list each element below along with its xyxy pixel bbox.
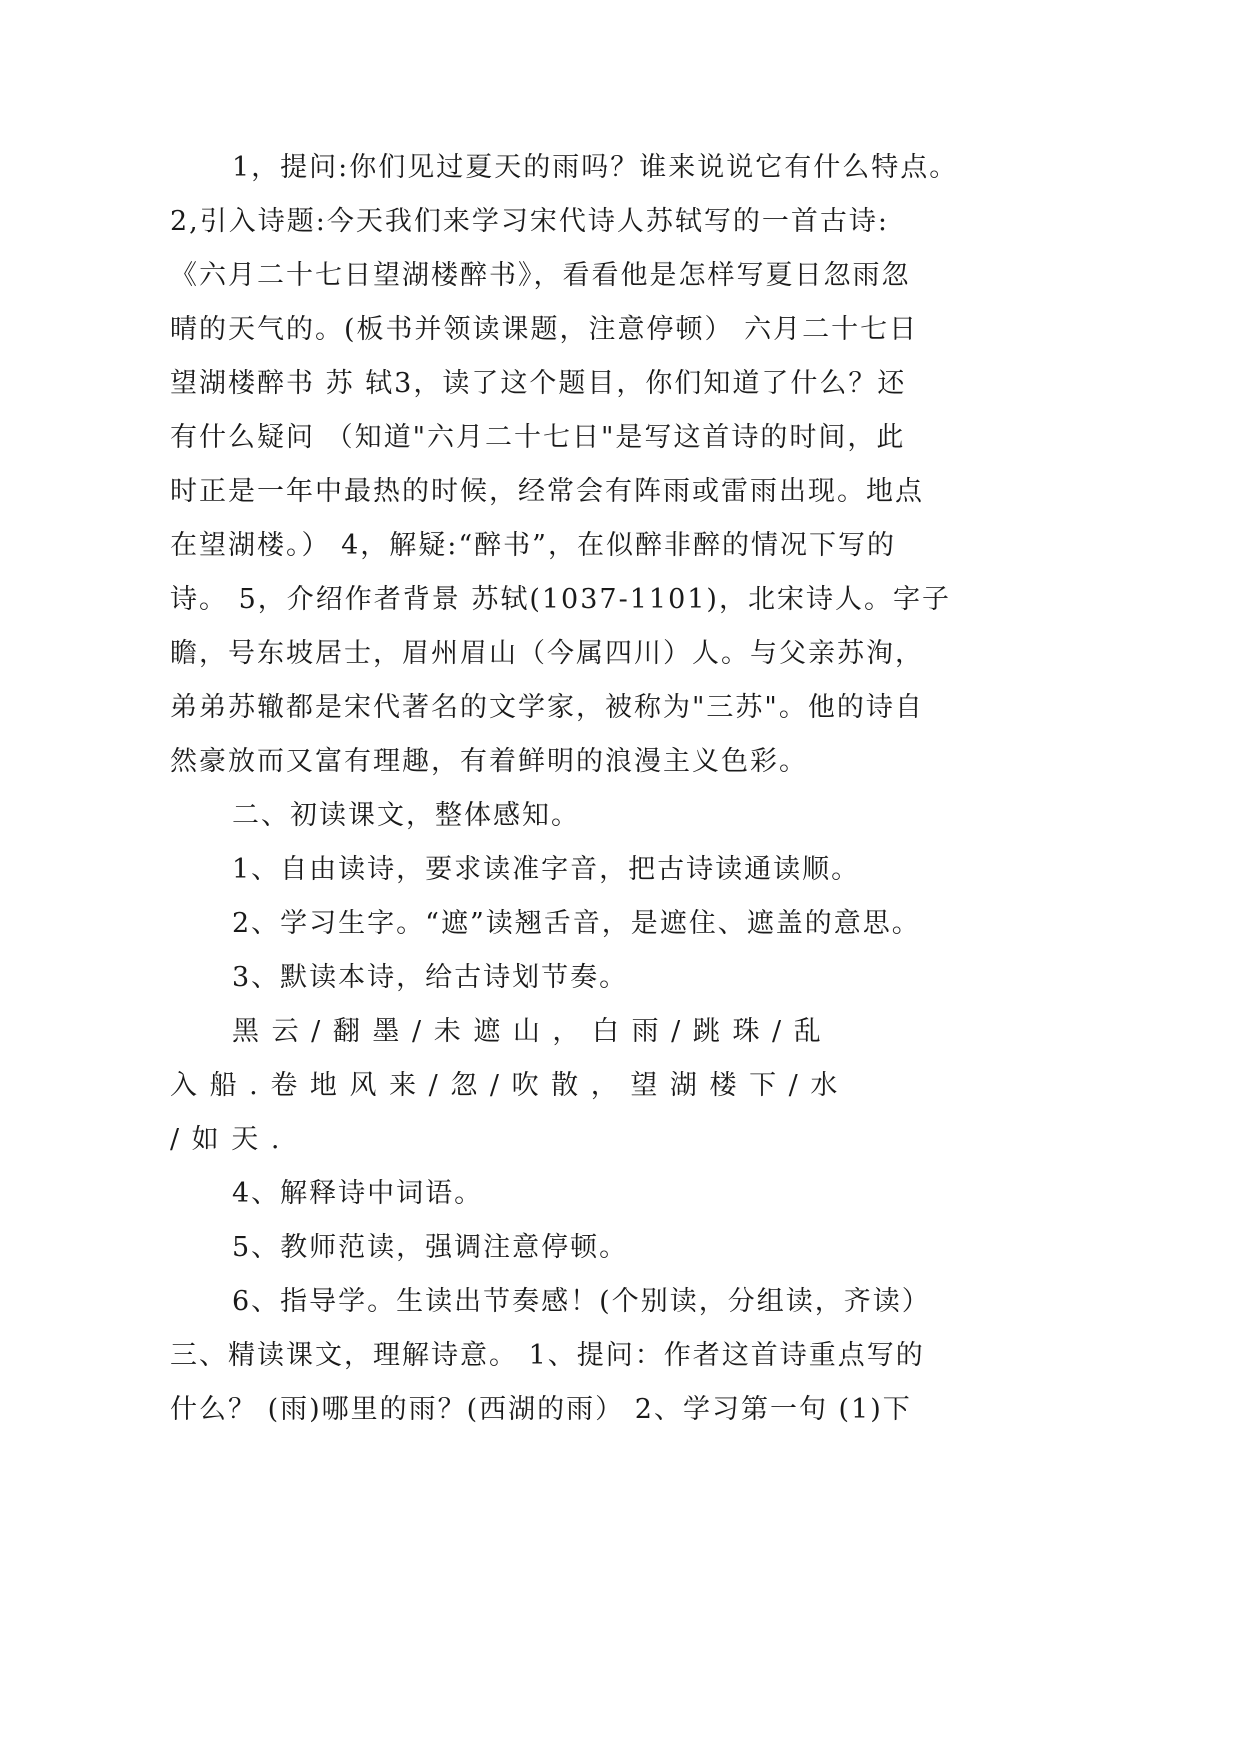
poem-line: 黑 云 / 翻 墨 / 未 遮 山 ， 白 雨 / 跳 珠 / 乱: [232, 1016, 823, 1047]
text-line: 6、指导学。生读出节奏感！(个别读，分组读，齐读）: [232, 1286, 931, 1317]
text-line: 2,引入诗题:今天我们来学习宋代诗人苏轼写的一首古诗:: [170, 206, 889, 237]
poem-line: 入 船 . 卷 地 风 来 / 忽 / 吹 散 ， 望 湖 楼 下 / 水: [170, 1070, 840, 1101]
text-line: 弟弟苏辙都是宋代著名的文学家，被称为"三苏"。他的诗自: [170, 692, 924, 723]
text-line: 瞻，号东坡居士，眉州眉山（今属四川）人。与父亲苏洵，: [170, 638, 924, 669]
text-line: 诗。 5，介绍作者背景 苏轼(1037-1101)，北宋诗人。字子: [170, 584, 951, 615]
text-line: 然豪放而又富有理趣，有着鲜明的浪漫主义色彩。: [170, 746, 808, 777]
text-line: 1、自由读诗，要求读准字音，把古诗读通读顺。: [232, 854, 861, 885]
text-line: 望湖楼醉书 苏 轼3，读了这个题目，你们知道了什么？还: [170, 368, 907, 399]
text-line: 3、默读本诗，给古诗划节奏。: [232, 962, 629, 993]
text-line: 《六月二十七日望湖楼醉书》，看看他是怎样写夏日忽雨忽: [170, 260, 911, 291]
text-line: 2、学习生字。“遮”读翘舌音，是遮住、遮盖的意思。: [232, 908, 921, 939]
text-line: 1，提问:你们见过夏天的雨吗？谁来说说它有什么特点。: [232, 152, 959, 183]
section-heading: 三、精读课文，理解诗意。 1、提问：作者这首诗重点写的: [170, 1340, 925, 1371]
text-line: 晴的天气的。(板书并领读课题，注意停顿） 六月二十七日: [170, 314, 919, 345]
text-line: 有什么疑问 （知道"六月二十七日"是写这首诗的时间，此: [170, 422, 906, 453]
text-line: 时正是一年中最热的时候，经常会有阵雨或雷雨出现。地点: [170, 476, 924, 507]
text-line: 4、解释诗中词语。: [232, 1178, 484, 1209]
text-line: 什么？ (雨)哪里的雨？(西湖的雨） 2、学习第一句 (1)下: [170, 1394, 912, 1425]
poem-line: / 如 天 .: [170, 1124, 282, 1155]
section-heading: 二、初读课文，整体感知。: [232, 800, 580, 831]
text-line: 在望湖楼。） 4，解疑:“醉书”，在似醉非醉的情况下写的: [170, 530, 896, 561]
text-line: 5、教师范读，强调注意停顿。: [232, 1232, 629, 1263]
